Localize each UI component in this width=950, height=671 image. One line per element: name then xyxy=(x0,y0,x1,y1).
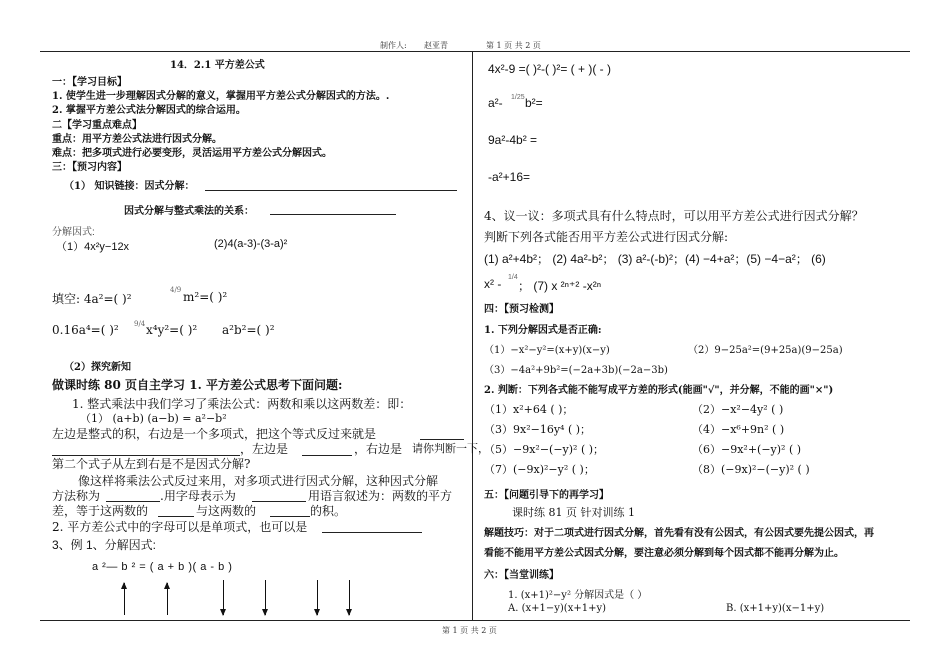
fill-fraction: 4/9 xyxy=(170,286,182,294)
right-line-2-fraction: 1/25 xyxy=(511,94,525,101)
column-divider xyxy=(472,52,473,620)
s2-difficulty: 难点：把多项式进行必要变形，灵活运用平方差公式分解因式。 xyxy=(52,148,332,159)
answer-blank xyxy=(158,516,194,517)
s3-heading: 三：【预习内容】 xyxy=(52,162,127,173)
exercise-1: （1）4x²y−12x xyxy=(56,241,130,253)
right-line-3: 9a²-4b² = xyxy=(488,133,538,147)
right-line-2b: b²= xyxy=(525,96,543,110)
s5-text: 课时练 81 页 针对训练 1 xyxy=(512,506,635,519)
check-1: 1. 下列分解因式是否正确: xyxy=(484,325,602,336)
page-title: 14．2.1 平方差公式 xyxy=(170,60,265,71)
answer-blank xyxy=(252,501,306,502)
s2-heading: 二【学习重点难点】 xyxy=(52,120,142,131)
question-second: 第二个式子从左到右是不是因式分解? xyxy=(52,457,251,471)
right-line-2a: a²- xyxy=(488,96,503,110)
explore-heading: （2）探究新知 xyxy=(64,362,131,373)
check-2-3: （3）9x²−16y⁴ ( )； xyxy=(484,423,592,436)
check-2-7: （7）(−9x)²−y² ( )； xyxy=(484,463,595,476)
footer-page-info: 第 1 页 共 2 页 xyxy=(442,626,497,635)
question-left-3: ，右边是 xyxy=(354,442,403,456)
s1-item1: 1. 使学生进一步理解因式分解的意义，掌握用平方差公式分解因式的方法。. xyxy=(52,91,390,102)
fill2-a: 0.16a⁴=( )² xyxy=(52,323,119,337)
arrow-up-icon xyxy=(124,583,125,615)
arrow-down-icon xyxy=(349,580,350,615)
check-1a: （1）−x²−y²=(x+y)(x−y) xyxy=(484,345,610,356)
discuss-question: 4、议一议：多项式具有什么特点时，可以用平方差公式进行因式分解？ xyxy=(484,209,864,223)
check-2-1: （1）x²+64 ( )； xyxy=(484,403,574,416)
question-left-2: ，左边是 xyxy=(240,442,289,456)
question-1: 1. 整式乘法中我们学习了乘法公式：两数和乘以这两数差：即： xyxy=(72,397,412,411)
footer-rule xyxy=(40,620,910,621)
question-diff-2: 与这两数的 xyxy=(196,504,257,518)
question-diff: 差，等于这两数的 xyxy=(52,504,149,518)
fill2-b: x⁴y²=( )² xyxy=(146,323,198,337)
exercise-2: (2)4(a-3)-(3-a)² xyxy=(214,238,288,250)
check-2: 2. 判断：下列各式能不能写成平方差的形式(能画"√"，并分解，不能的画"×") xyxy=(484,385,834,396)
check-2-5: （5）−9x²−(−y)² ( )； xyxy=(484,443,605,456)
question-left-4: 请你判断一下， xyxy=(412,442,489,455)
textbook-ref: 做课时练 80 页自主学习 1. 平方差公式思考下面问题: xyxy=(52,378,343,392)
question-diff-3: 的积。 xyxy=(310,504,347,518)
answer-blank xyxy=(302,455,352,456)
question-method-2: .用字母表示为 xyxy=(160,489,236,503)
s6-heading: 六：【当堂训练】 xyxy=(484,570,559,581)
check-2-4: （4）−x⁶+9n² ( ) xyxy=(692,423,785,436)
example-heading: 3、例 1、分解因式: xyxy=(52,538,157,552)
answer-blank xyxy=(322,532,422,533)
arrow-down-icon xyxy=(223,580,224,615)
fill-label: 填空: 4a²=( )² xyxy=(52,292,132,306)
arrow-up-icon xyxy=(167,583,168,615)
answer-blank xyxy=(205,190,457,191)
s2-focus: 重点：用平方差公式法进行因式分解。 xyxy=(52,134,222,145)
judge-items-2a: x² - xyxy=(484,277,502,291)
knowledge-link: （1） 知识链接：因式分解： xyxy=(64,181,195,192)
arrow-down-icon xyxy=(265,580,266,615)
fill2-fraction: 9/4 xyxy=(134,320,146,328)
check-2-2: （2）−x²−4y² ( ) xyxy=(692,403,784,416)
question-method: 方法称为 xyxy=(52,489,101,503)
judge-items-2b: ； (7) x ²ⁿ⁺² -x²ⁿ xyxy=(518,279,602,293)
question-left: 左边是整式的积，右边是一个多项式，把这个等式反过来就是 xyxy=(52,427,377,441)
check-2-6: （6）−9x²+(−y)² ( ) xyxy=(692,443,802,456)
s5-heading: 五：【问题引导下的再学习】 xyxy=(484,490,609,501)
answer-blank xyxy=(270,516,310,517)
question-like: 像这样将乘法公式反过来用，对多项式进行因式分解，这种因式分解 xyxy=(78,474,439,488)
tip-line-1: 解题技巧：对于二项式进行因式分解，首先看有没有公因式，有公因式要先提公因式，再 xyxy=(484,528,874,539)
judge-items: (1) a²+4b²； (2) 4a²-b²； (3) a²-(-b)²；(4) −4+a²；(5) −4−a²； (6) xyxy=(484,252,826,266)
tip-line-2: 看能不能用平方差公式因式分解，要注意必须分解到每个因式都不能再分解为止。 xyxy=(484,548,844,559)
answer-blank xyxy=(270,214,396,215)
header-author-name: 赵亚青 xyxy=(424,41,448,50)
factor-label: 分解因式: xyxy=(52,227,95,238)
s1-heading: 一：【学习目标】 xyxy=(52,77,127,88)
question-1-formula: （1） (a+b) (a−b) = a²−b² xyxy=(80,412,227,425)
fill2-c: a²b²=( )² xyxy=(222,323,275,337)
header-author-label: 制作人: xyxy=(380,41,407,50)
check-1c: （3）−4a²+9b²=(−2a+3b)(−2a−3b) xyxy=(484,365,668,376)
training-1: 1. (x+1)²−y² 分解因式是（ ） xyxy=(508,590,648,601)
training-1-option-b: B. (x+1+y)(x−1+y) xyxy=(726,603,825,614)
judge-fraction: 1/4 xyxy=(508,274,518,281)
s4-heading: 四：【预习检测】 xyxy=(484,304,559,315)
header-page-info: 第 1 页 共 2 页 xyxy=(486,41,541,50)
right-line-1: 4x²-9 =( )²-( )²= ( + )( - ) xyxy=(488,62,611,76)
question-method-3: 用语言叙述为：两数的平方 xyxy=(308,489,453,503)
check-1b: （2）9−25a²=(9+25a)(9−25a) xyxy=(688,345,843,356)
question-2: 2. 平方差公式中的字母可以是单项式，也可以是 xyxy=(52,520,308,534)
fill-m: m²=( )² xyxy=(183,290,228,304)
s1-item2: 2. 掌握平方差公式法分解因式的综合运用。 xyxy=(52,105,246,116)
arrow-down-icon xyxy=(317,580,318,615)
relation-text: 因式分解与整式乘法的关系： xyxy=(124,206,254,217)
check-2-8: （8）(−9x)²−(−y)² ( ) xyxy=(692,463,810,476)
example-formula: a ²— b ² = ( a + b )( a - b ) xyxy=(92,561,233,573)
right-line-4: -a²+16= xyxy=(488,170,531,184)
training-1-option-a: A. (x+1−y)(x+1+y) xyxy=(508,603,607,614)
header-rule xyxy=(40,51,910,52)
judge-instruction: 判断下列各式能否用平方差公式进行因式分解: xyxy=(484,230,729,244)
